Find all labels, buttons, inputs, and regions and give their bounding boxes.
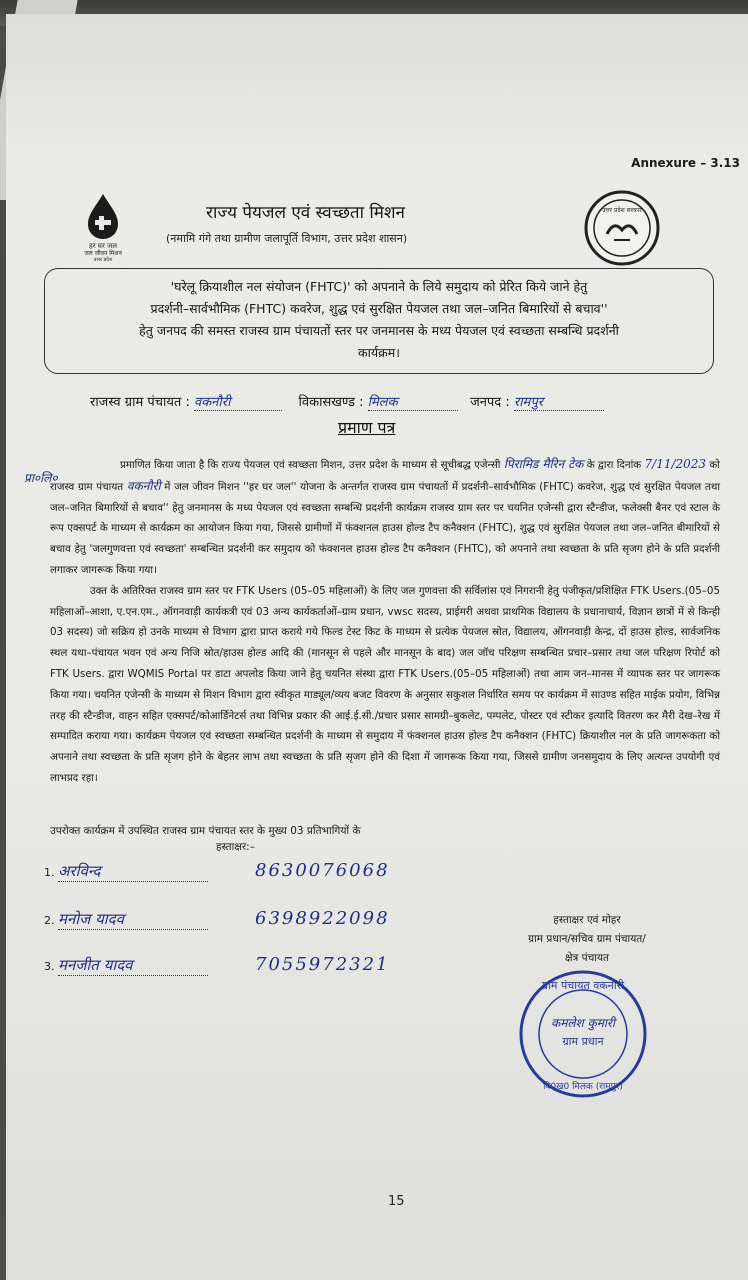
logo-text-2: जल जीवन मिशन <box>84 250 122 257</box>
seal-outer-text: ग्राम पंचायत वकनौरी <box>541 979 625 992</box>
page-number: 15 <box>388 1194 405 1209</box>
sig-num: 3. <box>44 960 55 973</box>
district-label: जनपद : <box>470 395 510 410</box>
page-title: राज्य पेयजल एवं स्वच्छता मिशन <box>206 203 405 223</box>
cert-sentence-1: प्रमाणित किया जाता है कि राज्य पेयजल एवं स्वच्छता मिशन, उत्तर प्रदेश के माध्यम से सूचीबद्ध एजेन्सी <box>120 459 501 471</box>
signatures-sub: हस्ताक्षर:– <box>216 841 255 853</box>
block-label: विकासखण्ड : <box>298 395 364 410</box>
panchayat-label: राजस्व ग्राम पंचायत : <box>90 395 190 410</box>
date-value: 7/11/2023 <box>644 457 707 471</box>
certificate-body <box>50 454 720 789</box>
annexure-label: Annexure – 3.13 <box>631 156 740 170</box>
signatures-caption: उपरोक्त कार्यक्रम में उपस्थित राजस्व ग्राम पंचायत स्तर के मुख्य 03 प्रतिभागियों के <box>50 825 361 837</box>
panchayat-value: वकनौरी <box>194 392 282 411</box>
signature-row-2 <box>44 908 390 930</box>
block-value: मिलक <box>368 392 458 411</box>
program-box-text <box>54 276 704 364</box>
cert-sentence-4: में जल जीवन मिशन ''हर घर जल'' योजना के अन्तर्गत राजस्व ग्राम पंचायतों में प्रदर्शनी–सार्वभौमिक (FHTC) कवरेज, शुद्ध एवं सुरक्षित पेयजल तथा जल–जनित बिमारियों से बचाव'' हेतु जनमानस के मध्य पेयजल एवं स्वच्छता सम्बन्धि प्रदर्शनी कार्यक्रम राजस्व ग्राम स्तर पर चयनित एजेन्सी द्वारा स्टैन्डीज, फलेक्सी बैनर एवं स्टाल के रूप एक्सपर्ट के माध्यम से कार्यक्रम का आयोजन किया गया, जिससे ग्रामीणों में फंक्शनल हाउस होल्ड टैप कनैक्शन (FHTC), शुद्ध एवं सुरक्षित पेयजल तथा जल–जनित बीमारियों से बचाव हेतु 'जलगुणवत्ता एवं स्वच्छता' सम्बन्धित प्रदर्शनी कर समुदाय को फंक्शनल हाउस होल्ड टैप कनैक्शन (FHTC), को अपनाने तथा स्वच्छता के प्रति सृजग होने के प्रति प्रदर्शनी लगाकर जागरूक किया गया। <box>50 480 721 576</box>
emblem-icon <box>581 190 663 266</box>
certificate-paragraph-2: उक्त के अतिरिक्त राजस्व ग्राम स्तर पर FTK Users (05–05 महिलाओं) के लिए जल गुणवत्ता की सर्विलांस एवं निगरानी हेतु पंजीकृत/प्रशिक्षित FTK Users.(05–05 महिलाओं–आशा, ए.एन.एम., ऑगनवाड़ी कार्यकत्री एवं 03 अन्य कार्यकर्ताओं–ग्राम प्रधान, vwsc सदस्य, प्राईमरी अथवा प्राथमिक विद्यालय के प्रधानाचार्य, विज्ञान छात्रों में से किन्ही 03 सदस्य) जो सक्रिय हो उनके माध्यम से विभाग द्वारा प्राप्त कराये गये फिल्ड टेस्ट किट के माध्यम से प्रत्येक पेयजल स्रोत, विद्यालय, ऑगनवाड़ी केन्द्र, दों हाउस होल्ड, सार्वजनिक स्थल यथा–पंचायत भवन एवं अन्य निजि स्रोत/हाउस होल्ड आदि की (मानसून से पहले और मानसून के बाद) जल जॉच परिक्षण सम्बन्धित प्रचार–प्रसार तथा जल परिक्षण रिपोर्ट को FTK Users. द्वारा WQMIS Portal पर डाटा अपलोड किया जाने हेतु चयनित संस्था द्वारा FTK Users.(05–05 महिलाओं) तथा आम जन–मानस में व्यापक स्तर पर जागरूक किया गया। चयनित एजेन्सी के माध्यम से मिशन विभाग द्वारा स्वीकृत माड्यूल/व्यय बजट विवरण के अनुसार सकुशल निर्धारित समय पर कार्यक्रम में साउण्ड सहित माईक प्रयोग, विभिन्न तरह की स्टैन्डीज, वाहन सहित एक्सपर्ट/कोआर्डिनेटर्स तथा विभिन्न प्रकार की आई.ई.सी./प्रचार प्रसार सामग्री–बुकलेट, पम्पलेट, पोस्टर एवं स्टीकर इत्यादि वितरण कर मैरी देख–रेख में सम्पादित कराया गया। कार्यक्रम पेयजल एवं स्वच्छता सम्बन्धित प्रदर्शनी के माध्यम से समुदाय में फंक्शनल हाउस होल्ड टैप कनैक्शन (FHTC) क्रियाशील नल के प्रति जागरूकता को अपनाने तथा स्वच्छता के प्रति सृजग होने के बेहतर लाभ तथा स्वच्छता के प्रति सृजग होने की दिशा में जागरूक किया गया, जिससे ग्रामीण जनसमुदाय के लिए अत्यन्त उपयोगी एवं लाभप्रद रहा। <box>50 584 720 784</box>
har-ghar-jal-logo <box>68 192 138 262</box>
agency-value: पिरामिड मैरिन टेक <box>503 457 584 471</box>
stamp-caption-3: क्षेत्र पंचायत <box>564 952 610 964</box>
seal-title: ग्राम प्रधान <box>562 1035 604 1048</box>
seal-bottom-text: वि0ख0 मिलक (रामपुर) <box>543 1082 623 1092</box>
logo-text-3: उत्तर प्रदेश <box>93 257 113 262</box>
program-line-1: 'घरेलू क्रियाशील नल संयोजन (FHTC)' को अपनाने के लिये समुदाय को प्रेरित किये जाने हेतु <box>170 279 588 294</box>
sig-name: मनोज यादव <box>58 909 208 930</box>
seal-sign: कमलेश कुमारी <box>550 1016 616 1030</box>
signature-row-3 <box>44 954 390 976</box>
stamp-caption-1: हस्ताक्षर एवं मोहर <box>553 914 621 926</box>
sig-phone: 7055972321 <box>255 954 390 975</box>
sig-name: अरविन्द <box>58 861 208 882</box>
certificate-title: प्रमाण पत्र <box>338 418 396 437</box>
location-row <box>90 392 720 411</box>
seal-icon <box>518 969 648 1099</box>
sig-name: मनजीत यादव <box>58 955 208 976</box>
program-line-3: हेतु जनपद की समस्त राजस्व ग्राम पंचायतों स्तर पर जनमानस के मध्य पेयजल एवं स्वच्छता सम्बन्धि प्रदर्शनी <box>139 323 619 338</box>
cert-sentence-2: के द्वारा दिनांक <box>586 459 642 471</box>
sig-num: 2. <box>44 914 55 927</box>
page-subtitle: (नमामि गंगे तथा ग्रामीण जलापूर्ति विभाग, उत्तर प्रदेश शासन) <box>166 232 408 245</box>
handwritten-prefix: प्रा०लि० <box>24 471 58 485</box>
sig-phone: 8630076068 <box>255 860 390 881</box>
logo-text-1: हर घर जल <box>89 242 117 250</box>
up-government-emblem <box>581 190 663 266</box>
document-page <box>6 14 748 1280</box>
stamp-caption-2: ग्राम प्रधान/सचिव ग्राम पंचायत/ <box>528 933 646 945</box>
cert-panchayat-value: वकनौरी <box>126 478 161 493</box>
panchayat-seal <box>518 969 648 1099</box>
program-line-4: कार्यक्रम। <box>358 345 400 360</box>
emblem-text: उत्तर प्रदेश सरकार <box>602 207 642 214</box>
sig-num: 1. <box>44 866 55 879</box>
water-drop-icon <box>68 192 138 262</box>
district-value: रामपुर <box>514 392 604 411</box>
sig-phone: 6398922098 <box>255 908 390 929</box>
signature-row-1 <box>44 860 390 882</box>
certificate-paragraph-1 <box>50 454 720 581</box>
stamp-caption <box>482 911 692 968</box>
program-line-2: प्रदर्शनी–सार्वभौमिक (FHTC) कवरेज, शुद्ध एवं सुरक्षित पेयजल तथा जल–जनित बिमारियों से बचाव'' <box>150 301 608 316</box>
cert-sentence-3: को राजस्व ग्राम पंचायत <box>50 459 720 493</box>
